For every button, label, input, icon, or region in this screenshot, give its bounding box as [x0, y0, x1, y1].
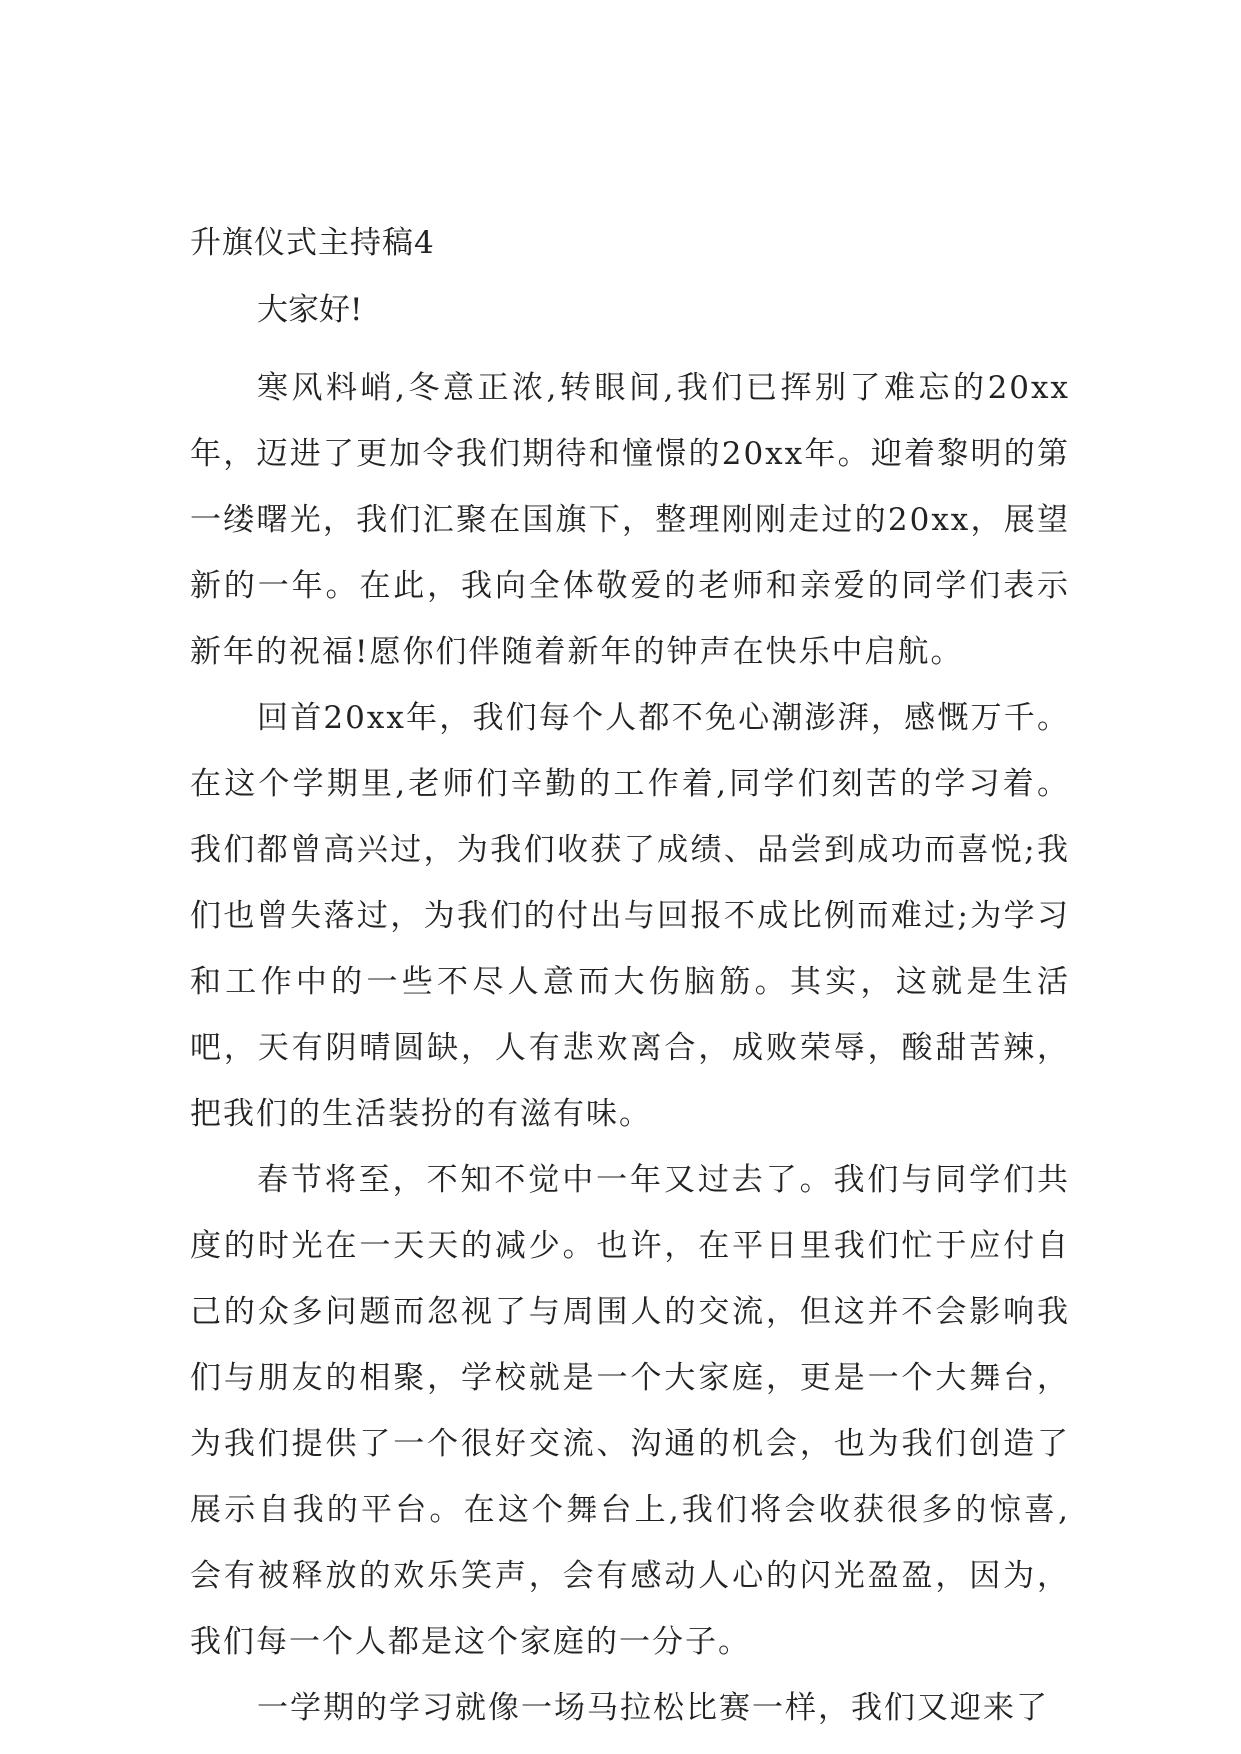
greeting-line: 大家好! — [257, 292, 363, 328]
document-body — [190, 355, 1070, 1741]
paragraph: 一学期的学习就像一场马拉松比赛一样，我们又迎来了 — [257, 1690, 1049, 1726]
paragraph: 回首20xx年，我们每个人都不免心潮澎湃，感慨万千。在这个学期里,老师们辛勤的工作着,同学们刻苦的学习着。我们都曾高兴过，为我们收获了成绩、品尝到成功而喜悦;我们也曾失落过，为我们的付出与回报不成比例而难过;为学习和工作中的一些不尽人意而大伤脑筋。其实，这就是生活吧，天有阴晴圆缺，人有悲欢离合，成败荣辱，酸甜苦辣，把我们的生活装扮的有滋有味。 — [190, 700, 1070, 1132]
paragraph: 寒风料峭,冬意正浓,转眼间,我们已挥别了难忘的20xx年，迈进了更加令我们期待和憧憬的20xx年。迎着黎明的第一缕曙光，我们汇聚在国旗下，整理刚刚走过的20xx，展望新的一年。在此，我向全体敬爱的老师和亲爱的同学们表示新年的祝福!愿你们伴随着新年的钟声在快乐中启航。 — [190, 370, 1070, 670]
paragraph: 春节将至，不知不觉中一年又过去了。我们与同学们共度的时光在一天天的减少。也许，在平日里我们忙于应付自己的众多问题而忽视了与周围人的交流，但这并不会影响我们与朋友的相聚，学校就是一个大家庭，更是一个大舞台，为我们提供了一个很好交流、沟通的机会，也为我们创造了展示自我的平台。在这个舞台上,我们将会收获很多的惊喜,会有被释放的欢乐笑声，会有感动人心的闪光盈盈，因为，我们每一个人都是这个家庭的一分子。 — [190, 1162, 1070, 1660]
document-title: 升旗仪式主持稿4 — [190, 225, 435, 261]
